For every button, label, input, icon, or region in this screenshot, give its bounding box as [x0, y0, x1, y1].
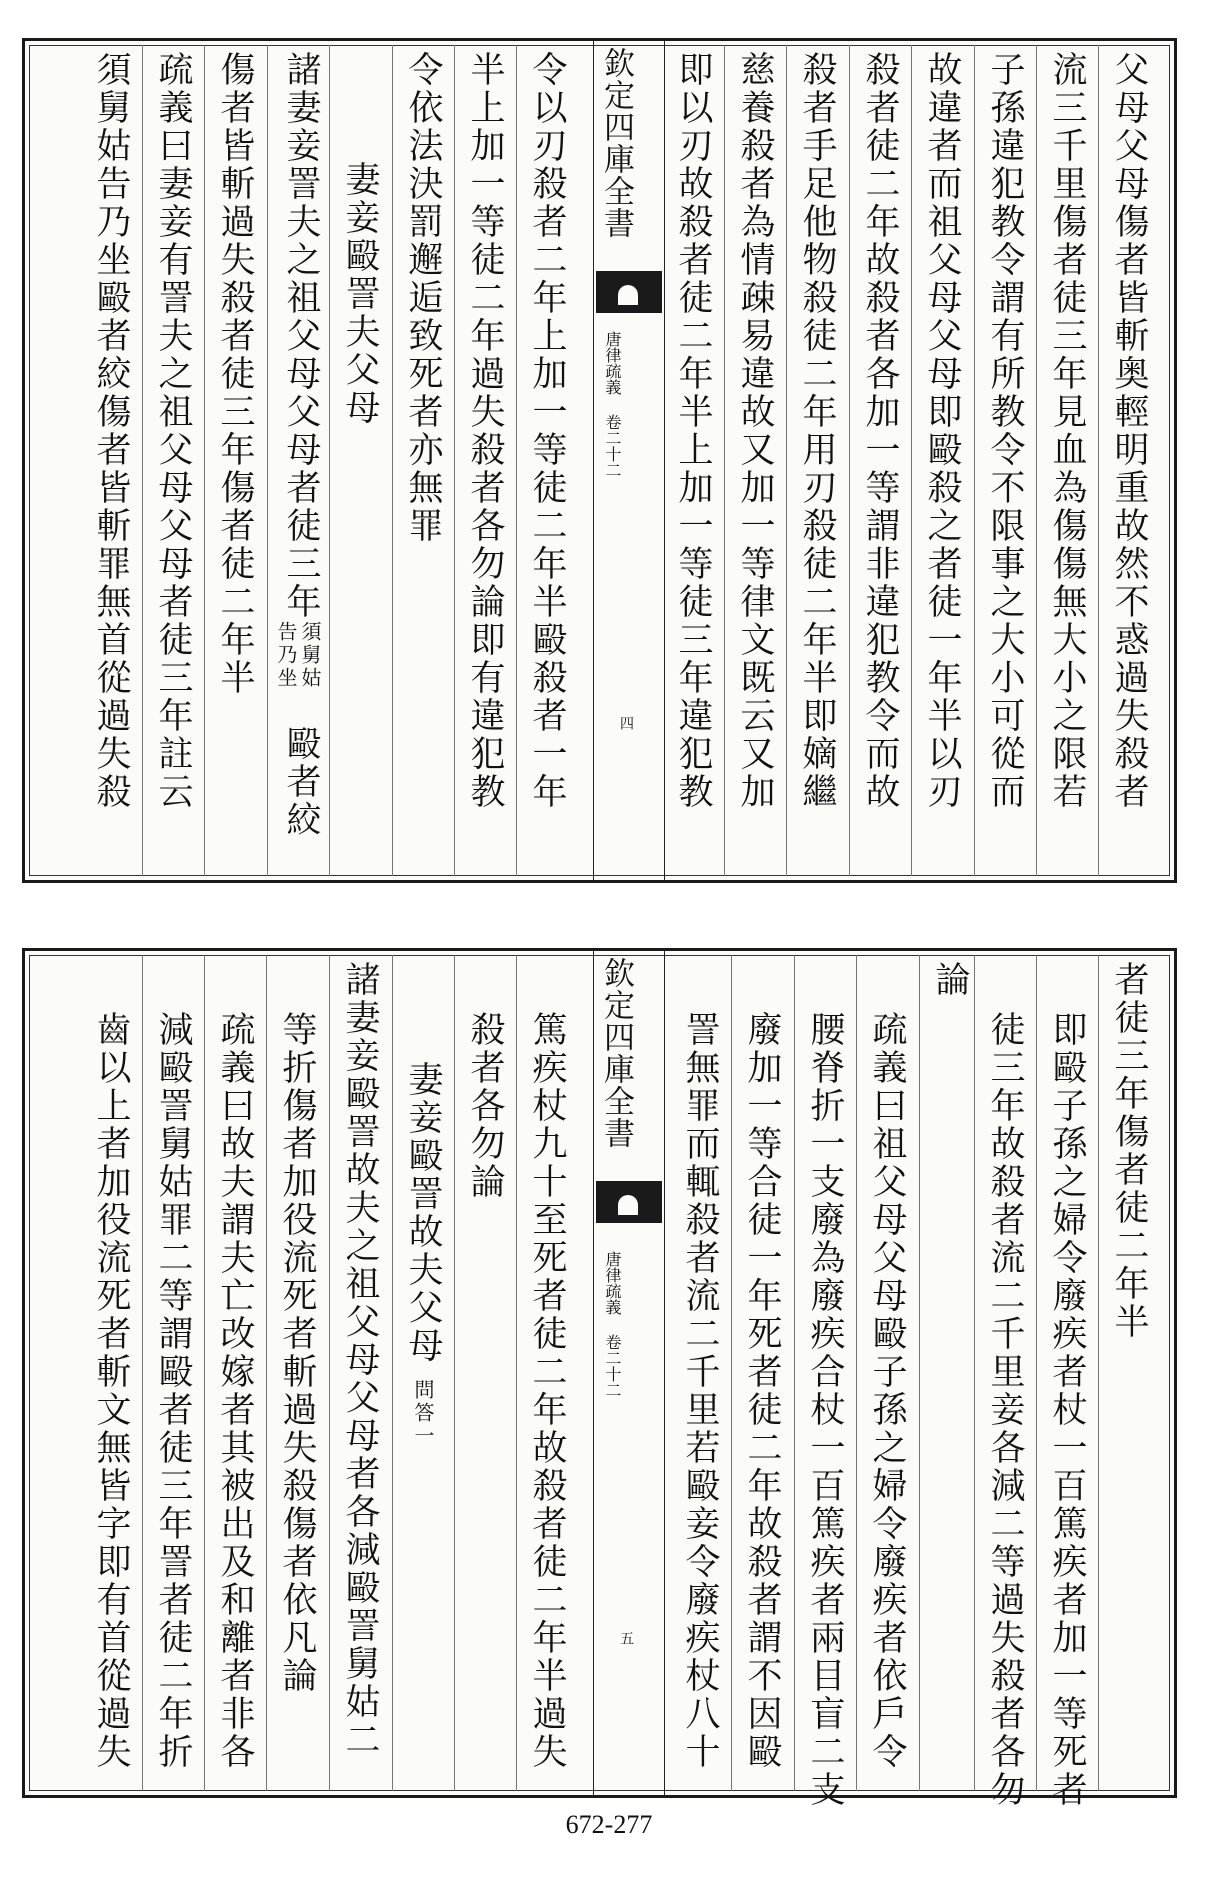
column-rule	[204, 955, 205, 1791]
text-column: 減毆詈舅姑罪二等謂毆者徒三年詈者徒二年折	[153, 1011, 193, 1771]
text-column: 等折傷者加役流死者斬過失殺傷者依凡論	[277, 1011, 317, 1695]
column-rule	[1036, 45, 1037, 876]
column-rule	[267, 45, 268, 876]
column-rule	[724, 45, 725, 876]
leaf-number: 四	[618, 716, 634, 730]
column-rule	[1098, 45, 1099, 876]
volume-note: 唐律疏義 卷二十二	[603, 1251, 622, 1398]
text-column: 徒三年故殺者流二千里妾各減二等過失殺者各勿	[985, 1011, 1025, 1809]
text-column: 故違者而祖父母父母即毆殺之者徒一年半以刃	[922, 51, 962, 811]
text-column: 殺者手足他物殺徒二年用刃殺徒二年半即嫡繼	[797, 51, 837, 811]
inline-note-line: 告乃坐	[274, 621, 298, 690]
column-rule	[731, 955, 732, 1791]
volume-note: 唐律疏義 卷二十二	[603, 331, 622, 478]
article-text: 諸妻妾詈夫之祖父母父母者徒三年	[281, 51, 321, 621]
text-column: 諸妻妾毆詈故夫之祖父母父母者各減毆詈舅姑二	[340, 961, 380, 1759]
column-rule	[329, 45, 330, 876]
column-rule	[856, 955, 857, 1791]
column-rule	[1098, 955, 1099, 1791]
text-column: 殺者徒二年故殺者各加一等謂非違犯教令而故	[860, 51, 900, 811]
column-rule	[454, 955, 455, 1791]
article-text: 毆者絞	[281, 725, 321, 839]
inline-note-line: 須舅姑	[298, 621, 322, 690]
text-column: 令依法決罰邂逅致死者亦無罪	[403, 51, 443, 545]
text-column: 疏義曰妻妾有詈夫之祖父母父母者徒三年註云	[153, 51, 193, 811]
column-rule	[786, 45, 787, 876]
text-column: 論	[930, 961, 970, 999]
text-column: 慈養殺者為情疎易違故又加一等律文既云又加	[735, 51, 775, 811]
text-column: 即毆子孫之婦令廢疾者杖一百篤疾者加一等死者	[1047, 1011, 1087, 1809]
section-heading: 妻妾毆詈故夫父母	[403, 1061, 443, 1365]
column-rule	[974, 955, 975, 1791]
text-column: 即以刃故殺者徒二年半上加一等徒三年違犯教	[673, 51, 713, 811]
section-heading: 妻妾毆詈夫父母	[340, 161, 380, 427]
column-rule	[142, 955, 143, 1791]
text-column	[275, 51, 321, 839]
text-column: 傷者皆斬過失殺者徒三年傷者徒二年半	[215, 51, 255, 697]
text-column: 齒以上者加役流死者斬文無皆字即有首從過失	[91, 1011, 131, 1771]
fishtail-ornament	[596, 1181, 662, 1223]
text-column: 半上加一等徒二年過失殺者各勿論即有違犯教	[465, 51, 505, 811]
book-title: 欽定四庫全書	[598, 957, 634, 1149]
text-column: 廢加一等合徒一年死者徒二年故殺者謂不因毆	[742, 1011, 782, 1771]
column-rule	[392, 955, 393, 1791]
column-rule	[204, 45, 205, 876]
text-column: 疏義曰祖父母父母毆子孫之婦令廢疾者依戶令	[867, 1011, 907, 1771]
text-column: 腰脊折一支廢為廢疾合杖一百篤疾者兩目盲二支	[805, 1011, 845, 1809]
column-rule	[392, 45, 393, 876]
text-column: 殺者各勿論	[465, 1011, 505, 1201]
center-fold	[593, 951, 665, 1795]
page-top	[22, 38, 1177, 883]
text-column: 令以刃殺者二年上加一等徒二年半毆殺者一年	[527, 51, 567, 811]
column-rule	[266, 955, 267, 1791]
text-column: 詈無罪而輒殺者流二千里若毆妾令廢疾杖八十	[680, 1011, 720, 1771]
leaf-number: 五	[618, 1631, 634, 1645]
page-number: 672-277	[565, 1810, 653, 1839]
text-column: 子孫違犯教令謂有所教令不限事之大小可從而	[985, 51, 1025, 811]
column-rule	[911, 45, 912, 876]
column-rule	[794, 955, 795, 1791]
text-column: 者徒三年傷者徒二年半	[1109, 961, 1149, 1341]
column-rule	[974, 45, 975, 876]
section-note: 問答一	[411, 1379, 435, 1448]
column-rule	[849, 45, 850, 876]
column-rule	[329, 955, 330, 1791]
fishtail-ornament	[596, 271, 662, 313]
page-bottom	[22, 948, 1177, 1809]
text-column: 須舅姑告乃坐毆者絞傷者皆斬罪無首從過失殺	[91, 51, 131, 811]
text-column: 疏義曰故夫謂夫亡改嫁者其被出及和離者非各	[215, 1011, 255, 1771]
text-column: 父母父母傷者皆斬奥輕明重故然不惑過失殺者	[1109, 51, 1149, 811]
inline-note	[275, 621, 321, 725]
column-rule	[516, 45, 517, 876]
text-column	[403, 1061, 443, 1448]
column-rule	[516, 955, 517, 1791]
book-title: 欽定四庫全書	[598, 47, 634, 239]
column-rule	[919, 955, 920, 1791]
column-rule	[1036, 955, 1037, 1791]
center-fold	[593, 41, 665, 880]
column-rule	[454, 45, 455, 876]
text-column: 篤疾杖九十至死者徒二年故殺者徒二年半過失	[527, 1011, 567, 1771]
column-rule	[142, 45, 143, 876]
text-column: 流三千里傷者徒三年見血為傷傷無大小之限若	[1047, 51, 1087, 811]
